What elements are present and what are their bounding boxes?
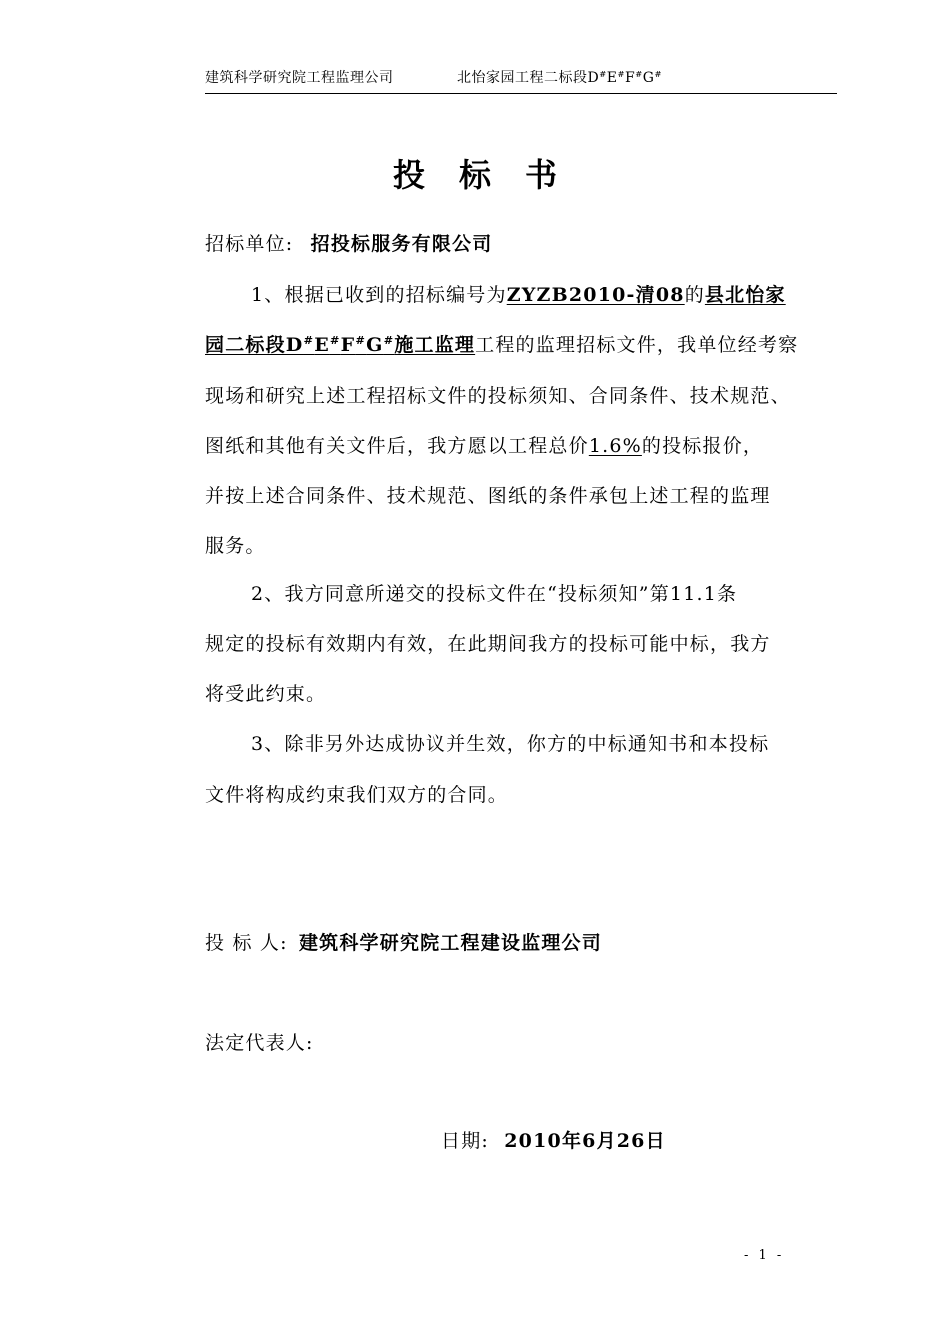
para1-line1 (251, 282, 786, 308)
recipient-label: 招标单位: (205, 233, 294, 255)
bidder-label: 投 标 人: (205, 932, 288, 954)
para1-text: 工程的监理招标文件，我单位经考察 (475, 334, 799, 356)
para1-line3: 现场和研究上述工程招标文件的投标须知、合同条件、技术规范、 (205, 385, 791, 407)
recipient-line (205, 231, 492, 257)
recipient-name: 招投标服务有限公司 (310, 233, 493, 255)
para1-text: 的投标报价， (641, 435, 764, 457)
para1-line5: 并按上述合同条件、技术规范、图纸的条件承包上述工程的监理 (205, 485, 771, 507)
para3-line1: 3、除非另外达成协议并生效，你方的中标通知书和本投标 (251, 733, 770, 755)
project-name-part1: 县北怡家 (704, 284, 786, 306)
para1-text: 的 (684, 284, 705, 306)
para1-line6: 服务。 (205, 535, 266, 557)
date-label: 日期: (441, 1130, 490, 1152)
para1-line2 (205, 332, 798, 358)
date-value: 2010年6月26日 (504, 1130, 666, 1152)
para1-text: 1、根据已收到的招标编号为 (251, 284, 507, 306)
para2-line3: 将受此约束。 (205, 683, 327, 705)
bidder-line (205, 930, 602, 956)
para3-line2: 文件将构成约束我们双方的合同。 (205, 784, 509, 806)
bidder-name: 建筑科学研究院工程建设监理公司 (298, 932, 602, 954)
para1-line4 (205, 433, 763, 459)
tender-code: ZYZB2010-清08 (506, 284, 685, 306)
project-name-part2: 园二标段D#E#F#G#施工监理 (205, 333, 476, 356)
para2-line1: 2、我方同意所递交的投标文件在“投标须知”第11.1条 (251, 583, 738, 605)
para1-text: 图纸和其他有关文件后，我方愿以工程总价 (205, 435, 589, 457)
page-header (205, 66, 837, 94)
para2-line2: 规定的投标有效期内有效，在此期间我方的投标可能中标，我方 (205, 633, 771, 655)
document-title: 投标书 (392, 156, 591, 194)
page-number: - 1 - (744, 1248, 785, 1263)
legal-rep-label: 法定代表人: (205, 1032, 314, 1054)
date-line (441, 1128, 666, 1154)
header-project: 北怡家园工程二标段D#E#F#G# (457, 68, 662, 86)
bid-rate: 1.6% (588, 435, 642, 457)
header-company: 建筑科学研究院工程监理公司 (205, 70, 394, 86)
